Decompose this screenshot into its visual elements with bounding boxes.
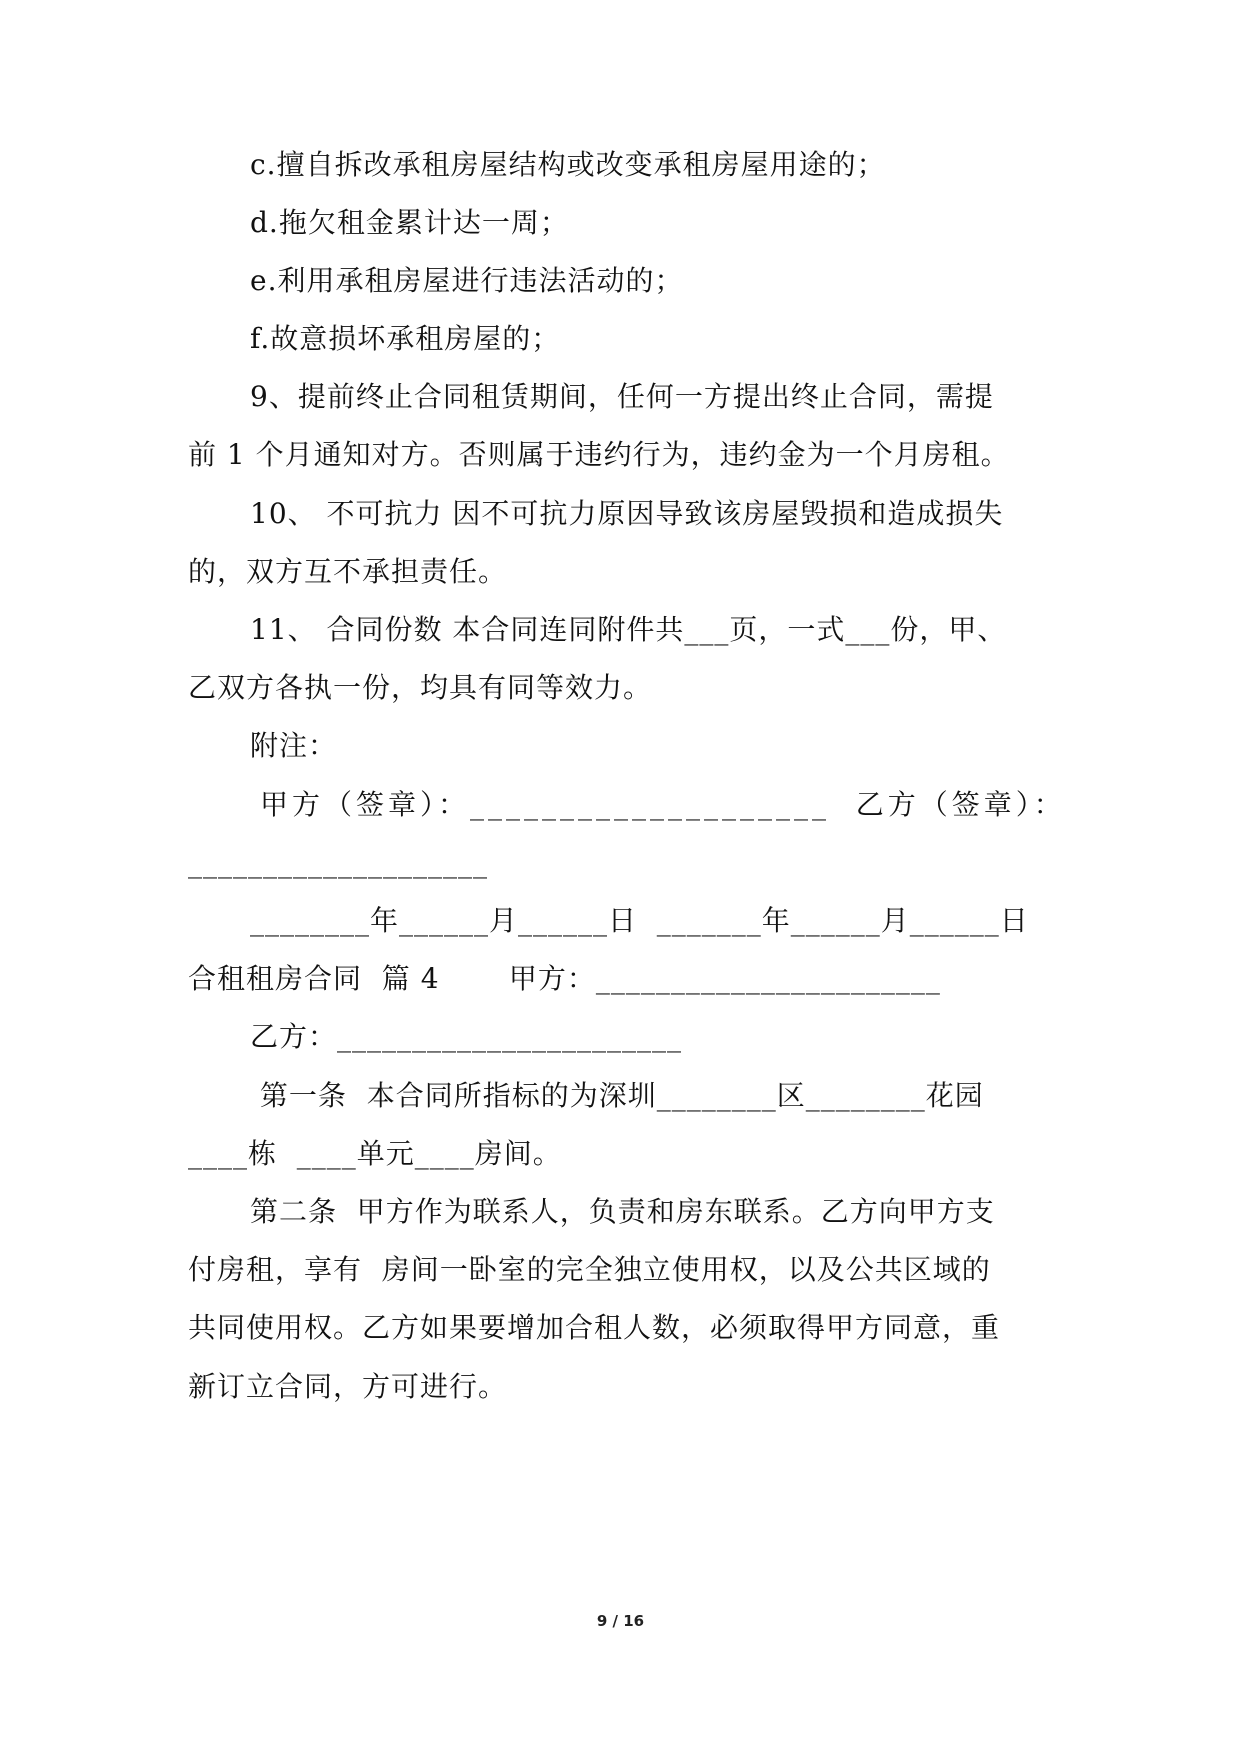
article-2-line-1: 第二条 甲方作为联系人，负责和房东联系。乙方向甲方支: [250, 1195, 995, 1228]
clause-9-line-2: 前 1 个月通知对方。否则属于违约行为，违约金为一个月房租。: [188, 438, 1010, 471]
contract-4-title: 合租租房合同 篇 4 甲方：_______________________: [188, 962, 941, 995]
clause-9-line-1: 9、提前终止合同租赁期间，任何一方提出终止合同，需提: [250, 380, 994, 413]
signature-line: 甲方（签章）：____________________ 乙方（签章）：: [260, 788, 1066, 821]
page-number: 9 / 16: [596, 1612, 645, 1630]
clause-11-line-1: 11、 合同份数 本合同连同附件共___页，一式___份，甲、: [250, 613, 1007, 646]
clause-10-line-1: 10、 不可抗力 因不可抗力原因导致该房屋毁损和造成损失: [250, 497, 1004, 530]
clause-10-line-2: 的，双方互不承担责任。: [188, 555, 508, 588]
clause-8e: e.利用承租房屋进行违法活动的；: [250, 264, 684, 297]
note-label: 附注：: [250, 729, 338, 762]
article-2-line-3: 共同使用权。乙方如果要增加合租人数，必须取得甲方同意，重: [188, 1311, 1001, 1344]
article-1-line-2: ____栋 ____单元____房间。: [188, 1137, 562, 1170]
article-2-line-4: 新订立合同，方可进行。: [188, 1370, 508, 1403]
clause-8f: f.故意损坏承租房屋的；: [250, 322, 561, 355]
signature-blank: ____________________: [188, 846, 488, 879]
clause-8c: c.擅自拆改承租房屋结构或改变承租房屋用途的；: [250, 148, 886, 181]
article-2-line-2: 付房租，享有 房间一卧室的完全独立使用权，以及公共区域的: [188, 1253, 991, 1286]
clause-8d: d.拖欠租金累计达一周；: [250, 206, 569, 239]
party-b-line: 乙方：_______________________: [250, 1020, 683, 1053]
clause-11-line-2: 乙双方各执一份，均具有同等效力。: [188, 671, 653, 704]
article-1-line-1: 第一条 本合同所指标的为深圳________区________花园: [250, 1079, 984, 1112]
date-line: ________年______月______日 _______年______月______日: [250, 904, 1029, 937]
